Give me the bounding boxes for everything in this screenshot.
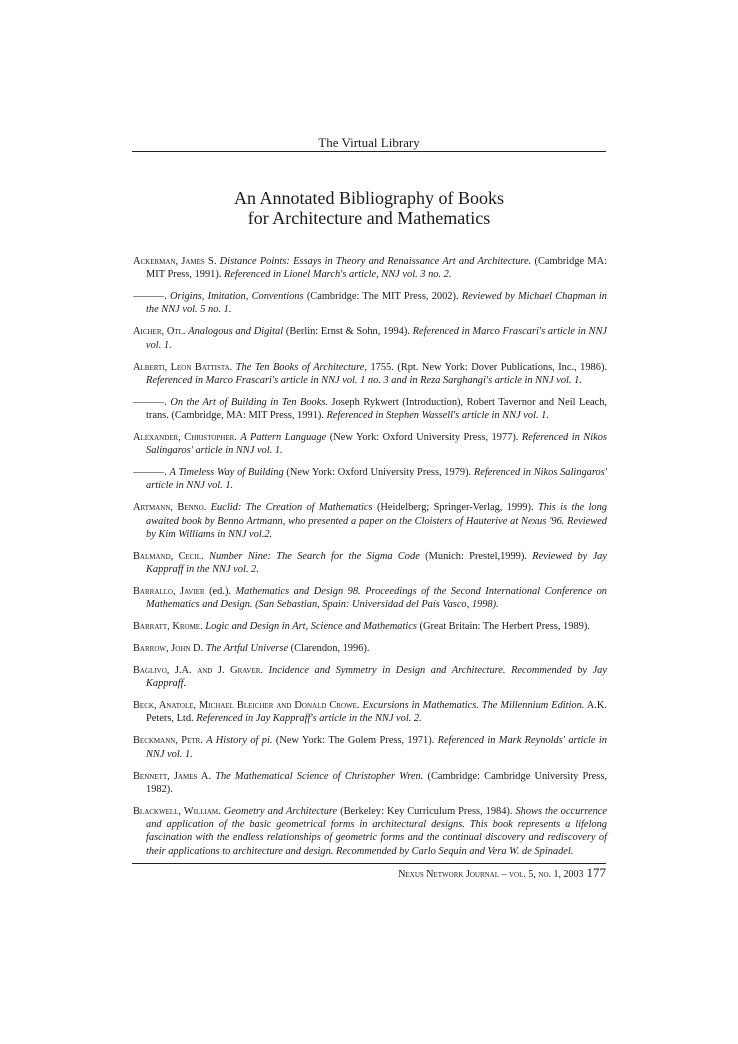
title-line-1: An Annotated Bibliography of Books xyxy=(234,188,504,208)
entry-author: Aicher, Otl. xyxy=(133,326,186,338)
journal-citation: Nexus Network Journal – vol. 5, no. 1, 2003 xyxy=(398,869,584,880)
entry-author: Ackerman, James S. xyxy=(133,256,217,267)
entry-note: This is the long awaited book by Benno Artmann, who presented a paper on the Cloisters of Hauterive at Nexus '96. Reviewed by Kim Williams in NNJ vol.2. xyxy=(146,502,607,540)
bibliography-entry xyxy=(133,361,607,388)
entry-author: Blackwell, William. xyxy=(133,805,221,817)
entry-details: (Cambridge: The MIT Press, 2002). xyxy=(306,291,459,303)
entry-title: Logic and Design in Art, Science and Mathematics xyxy=(205,621,417,633)
entry-author: Barrow, John D. xyxy=(133,643,204,655)
bibliography-entry xyxy=(133,734,607,761)
entry-note: Referenced in Mark Reynolds' article in NNJ vol. 1. xyxy=(146,735,607,760)
bibliography-entry xyxy=(133,620,607,633)
entry-details: A.K. Peters, Ltd. xyxy=(146,700,607,725)
bibliography-entry xyxy=(133,770,607,797)
entry-title: A History of pi. xyxy=(206,735,273,747)
entry-title: Euclid: The Creation of Mathematics xyxy=(210,502,373,514)
entry-author: Baglivo, J.A. and J. Graver. xyxy=(133,664,264,676)
entry-details: (Munich: Prestel,1999). xyxy=(425,550,527,562)
entry-author: Barratt, Krome. xyxy=(133,621,203,633)
entry-note: Referenced in Jay Kappraff's article in the NNJ vol. 2. xyxy=(196,713,422,725)
page-number: 177 xyxy=(586,865,606,880)
entry-author: Bennett, James A. xyxy=(133,770,212,782)
entry-details: Joseph Rykwert (Introduction), Robert Tavernor and Neil Leach, trans. (Cambridge, MA: MIT Press, 1991). xyxy=(146,396,607,422)
entry-note: Recommended by Jay Kappraff. xyxy=(146,664,607,690)
entry-author: Alberti, Leon Battista. xyxy=(133,361,233,373)
bibliography-entry xyxy=(133,805,607,858)
entry-title: A Pattern Language xyxy=(240,431,327,443)
bibliography-entry xyxy=(133,325,607,352)
bibliography-entry xyxy=(133,501,607,541)
bibliography-entry xyxy=(133,396,607,423)
entry-title: Number Nine: The Search for the Sigma Code xyxy=(209,550,420,562)
entry-author: Balmand, Cecil. xyxy=(133,550,204,562)
entry-author: Barrallo, Javier xyxy=(133,585,205,597)
bibliography-entry xyxy=(133,664,607,691)
entry-details: (Great Britain: The Herbert Press, 1989). xyxy=(419,621,590,633)
running-head: The Virtual Library xyxy=(318,135,420,150)
entry-title: On the Art of Building in Ten Books. xyxy=(170,396,328,408)
entry-author: Alexander, Christopher. xyxy=(133,431,237,443)
entry-author: Beck, Anatole, Michael Bleicher and Donald Crowe. xyxy=(133,700,360,712)
bibliography-entry xyxy=(133,255,607,282)
entry-title: The Artful Universe xyxy=(205,643,289,655)
entry-note: Referenced in Nikos Salingaros' article in NNJ vol. 1. xyxy=(146,431,607,457)
entry-details: (Heidelberg; Springer-Verlag, 1999). xyxy=(376,502,534,514)
entry-note: Referenced in Nikos Salingaros' article in NNJ vol. 1. xyxy=(146,467,607,492)
entry-title: Geometry and Architecture xyxy=(223,805,338,817)
entry-details: (Berkeley: Key Curriculum Press, 1984). xyxy=(340,805,513,817)
entry-title: The Mathematical Science of Christopher Wren. xyxy=(215,770,424,782)
bibliography-entry xyxy=(133,699,607,726)
entry-details: (New York: Oxford University Press, 1977). xyxy=(329,431,519,443)
entry-note: Mathematics and Design 98. Proceedings of the Second International Conference on Mathematics and Design. (San Sebastian, Spain: Universidad del País Vasco, 1998). xyxy=(146,585,607,611)
footer-rule xyxy=(132,863,606,864)
entry-details: (Cambridge: Cambridge University Press, 1982). xyxy=(146,770,607,795)
entry-author: Artmann, Benno. xyxy=(133,502,207,514)
page-footer xyxy=(398,866,606,882)
page-title xyxy=(132,188,606,228)
entry-note: Reviewed by Jay Kappraff in the NNJ vol. 2. xyxy=(146,550,607,576)
entry-title: Excursions in Mathematics. The Millennium Edition. xyxy=(362,700,585,712)
bibliography-entry xyxy=(133,290,607,317)
title-line-2: for Architecture and Mathematics xyxy=(247,208,491,228)
bibliography-entry xyxy=(133,466,607,493)
entry-author: ———. xyxy=(133,291,167,303)
entry-details: 1755. (Rpt. New York: Dover Publications, Inc., 1986). xyxy=(370,361,608,373)
bibliography-entry xyxy=(133,585,607,612)
entry-title: Distance Points: Essays in Theory and Renaissance Art and Architecture. xyxy=(219,256,532,267)
entry-note: Referenced in Lionel March's article, NNJ vol. 3 no. 2. xyxy=(224,269,452,281)
entry-details: (Clarendon, 1996). xyxy=(290,643,370,655)
entry-author: ———. xyxy=(133,396,167,408)
entry-details: (New York: Oxford University Press, 1979). xyxy=(286,467,472,479)
entry-author: Beckmann, Petr. xyxy=(133,735,203,747)
bibliography-list xyxy=(133,255,607,866)
bibliography-entry xyxy=(133,550,607,577)
entry-title: Analogous and Digital xyxy=(188,326,284,338)
bibliography-entry xyxy=(133,431,607,458)
entry-title: The Ten Books of Architecture, xyxy=(235,361,367,373)
entry-title: Origins, Imitation, Conventions xyxy=(170,291,304,303)
entry-details: (ed.). xyxy=(209,585,232,597)
entry-details: (Berlin: Ernst & Sohn, 1994). xyxy=(285,326,410,338)
bibliography-entry xyxy=(133,642,607,655)
entry-author: ———. xyxy=(133,467,167,479)
entry-note: Referenced in Stephen Wassell's article in NNJ vol. 1. xyxy=(326,410,549,422)
entry-title: Incidence and Symmetry in Design and Architecture. xyxy=(268,664,506,676)
header-rule xyxy=(132,151,606,152)
entry-details: (New York: The Golem Press, 1971). xyxy=(275,735,435,747)
entry-note: Reviewed by Michael Chapman in the NNJ vol. 5 no. 1. xyxy=(146,291,607,316)
entry-note: Referenced in Marco Frascari's article in NNJ vol. 1 no. 3 and in Reza Sarghangi's article in NNJ vol. 1. xyxy=(146,374,582,386)
entry-note: Referenced in Marco Frascari's article in NNJ vol. 1. xyxy=(146,326,607,351)
entry-details: (Cambridge MA: MIT Press, 1991). xyxy=(146,256,607,281)
entry-note: Shows the occurrence and application of the basic geometrical forms in architectural designs. This book represents a lifelong fascination with the endless relationships of geometric forms and the continual discovery and rediscovery of their applications to architecture and design. Recommended by Carlo Sequin and Vera W. de Spinadel. xyxy=(146,805,607,857)
entry-title: A Timeless Way of Building xyxy=(169,467,284,479)
